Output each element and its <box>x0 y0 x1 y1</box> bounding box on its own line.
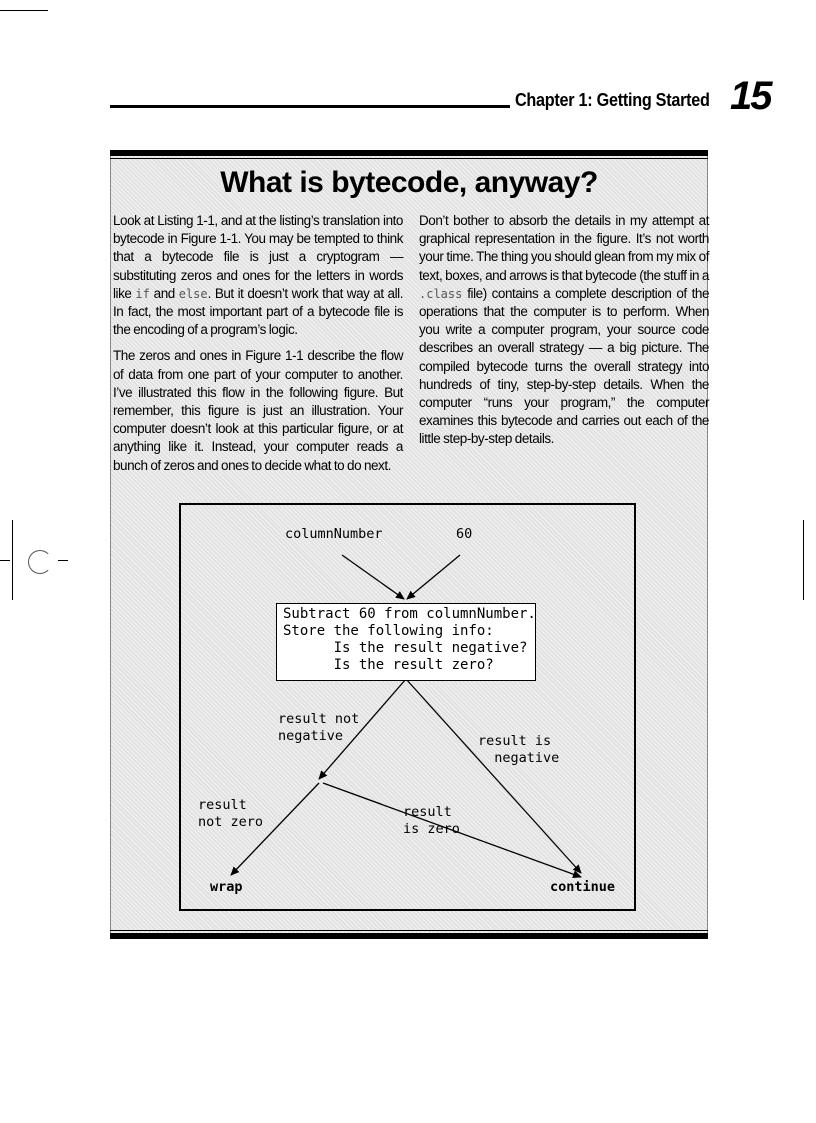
paragraph: Don’t bother to absorb the details in my attempt at graphical representation in the figure. It’s not worth your time. The thing you should glean from my mix of text, boxes, and arrows is that bytecode (the stuff in a .class file) contains a complete description of the operations that the computer is to perform. When you write a computer program, your source code describes an overall strategy — a big picture. The compiled bytecode turns the overall strategy into hundreds of tiny, step-by-step details. When the computer “runs your program,” the computer examines this bytecode and carries out each of the little step-by-step details. <box>419 213 709 447</box>
figure-target-continue: continue <box>550 879 616 895</box>
arrow-60-to-box <box>407 555 460 599</box>
sidebar-bottom-rule <box>110 933 708 939</box>
sidebar-title: What is bytecode, anyway? <box>220 166 598 199</box>
crop-mark-top <box>0 10 48 11</box>
sidebar-edge-left <box>110 156 111 933</box>
sidebar-bottom-hairline <box>110 930 708 931</box>
sidebar-right-column <box>419 212 709 457</box>
sidebar-top-hairline <box>110 158 708 159</box>
code-class: .class <box>419 286 463 301</box>
code-if: if <box>135 286 150 301</box>
running-header-chapter: Chapter 1: Getting Started <box>515 90 710 110</box>
header-rule <box>110 105 510 108</box>
registration-mark <box>28 550 52 574</box>
figure-label-not-zero: result not zero <box>198 797 264 830</box>
figure-label-not-negative: result not negative <box>278 711 360 744</box>
figure-label-negative: result is negative <box>478 733 560 766</box>
crop-mark-left-tick <box>0 560 10 561</box>
figure-target-wrap: wrap <box>210 879 243 895</box>
sidebar-left-column <box>113 212 403 483</box>
figure-operation-text: Subtract 60 from columnNumber. Store the following info: Is the result negative? Is the result zero? <box>283 606 536 673</box>
arrow-columnNumber-to-box <box>342 555 404 599</box>
code-else: else <box>178 286 208 301</box>
page-number: 15 <box>730 74 771 118</box>
crop-mark-left-tick-2 <box>58 560 68 561</box>
crop-mark-right <box>803 520 804 600</box>
figure-label-zero: result is zero <box>403 804 460 837</box>
sidebar-top-rule <box>110 150 708 156</box>
paragraph: The zeros and ones in Figure 1-1 describe the flow of data from one part of your computer to another. I’ve illustrated this flow in the following figure. But remember, this figure is just an illustration. Your computer doesn’t look at this particular figure, or at anything like it. Instead, your computer reads a bunch of zeros and ones to decide what to do next. <box>113 348 403 473</box>
figure-input-60: 60 <box>456 526 473 542</box>
figure-arrows <box>179 503 636 911</box>
arrow-box-to-continue <box>406 679 581 873</box>
crop-mark-left <box>12 520 13 600</box>
paragraph: Look at Listing 1-1, and at the listing’s translation into bytecode in Figure 1-1. You may be tempted to think that a bytecode file is just a cryptogram — substituting zeros and ones for the letters in words like if and else. But it doesn’t work that way at all. In fact, the most important part of a bytecode file is the encoding of a program’s logic. <box>113 213 404 338</box>
figure-input-columnNumber: columnNumber <box>285 526 383 542</box>
